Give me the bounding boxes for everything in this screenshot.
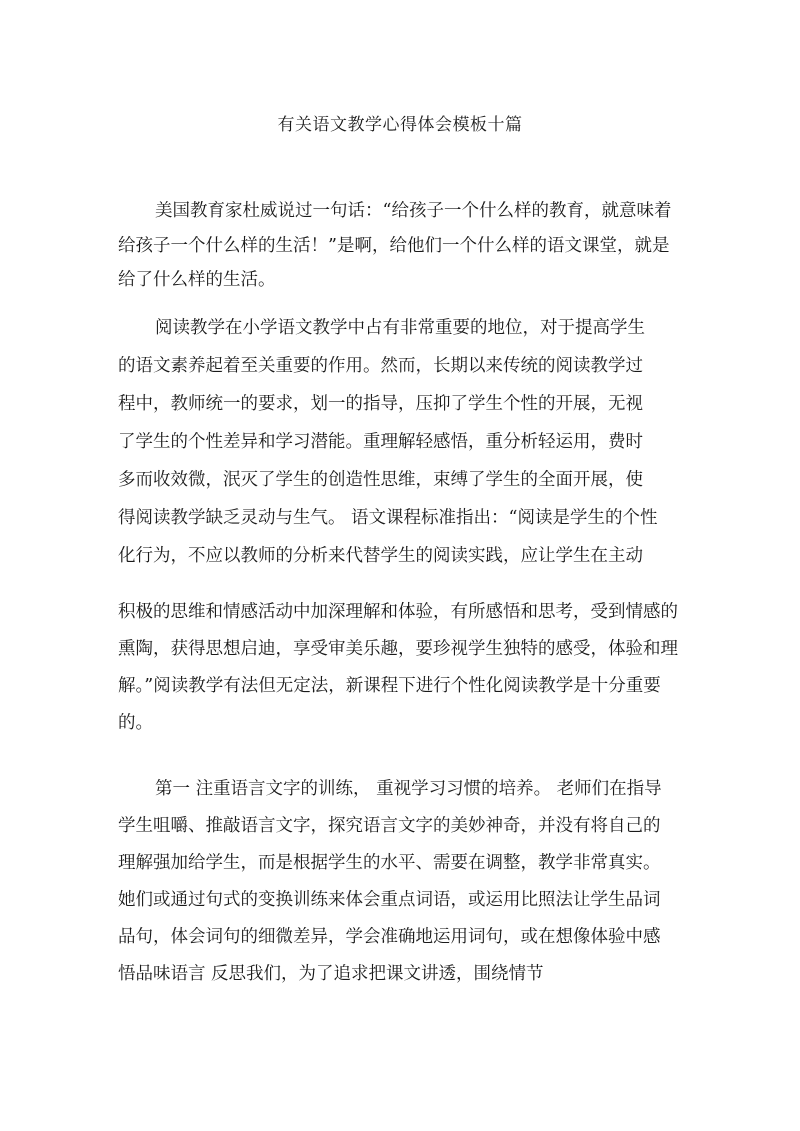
text-line: 得阅读教学缺乏灵动与生气。 语文课程标准指出：“阅读是学生的个性 xyxy=(118,508,658,528)
text-line: 熏陶，获得思想启迪，享受审美乐趣，要珍视学生独特的感受，体验和理 xyxy=(118,639,678,659)
text-line: 的。 xyxy=(118,713,153,733)
text-line: 化行为，不应以教师的分析来代替学生的阅读实践，应让学生在主动 xyxy=(118,546,643,566)
text-line: 她们或通过句式的变换训练来体会重点词语，或运用比照法让学生品词 xyxy=(118,890,661,910)
text-line: 给孩子一个什么样的生活！”是啊，给他们一个什么样的语文课堂，就是 xyxy=(118,236,670,256)
text-line: 给了什么样的生活。 xyxy=(118,270,276,290)
text-line: 了学生的个性差异和学习潜能。重理解轻感悟，重分析轻运用，费时 xyxy=(118,432,643,452)
text-line: 理解强加给学生，而是根据学生的水平、需要在调整，教学非常真实。 xyxy=(118,853,661,873)
text-line: 学生咀嚼、推敲语言文字，探究语言文字的美妙神奇，并没有将自己的 xyxy=(118,816,661,836)
text-line: 解。”阅读教学有法但无定法，新课程下进行个性化阅读教学是十分重要 xyxy=(118,676,661,696)
document-title: 有关语文教学心得体会模板十篇 xyxy=(277,115,523,135)
text-line: 品句，体会词句的细微差异，学会准确地运用词句，或在想像体验中感 xyxy=(118,927,661,947)
text-line: 积极的思维和情感活动中加深理解和体验，有所感悟和思考，受到情感的 xyxy=(118,602,678,622)
text-line: 美国教育家杜威说过一句话：“给孩子一个什么样的教育，就意味着 xyxy=(155,201,672,221)
text-line: 阅读教学在小学语文教学中占有非常重要的地位，对于提高学生 xyxy=(155,318,645,338)
text-line: 悟品味语言 反思我们，为了追求把课文讲透，围绕情节 xyxy=(118,964,544,984)
text-line: 的语文素养起着至关重要的作用。然而，长期以来传统的阅读教学过 xyxy=(118,356,643,376)
text-line: 程中，教师统一的要求，划一的指导，压抑了学生个性的开展，无视 xyxy=(118,394,643,414)
text-line: 多而收效微，泯灭了学生的创造性思维，束缚了学生的全面开展，使 xyxy=(118,470,643,490)
text-line: 第一 注重语言文字的训练， 重视学习习惯的培养。 老师们在指导 xyxy=(155,779,662,799)
